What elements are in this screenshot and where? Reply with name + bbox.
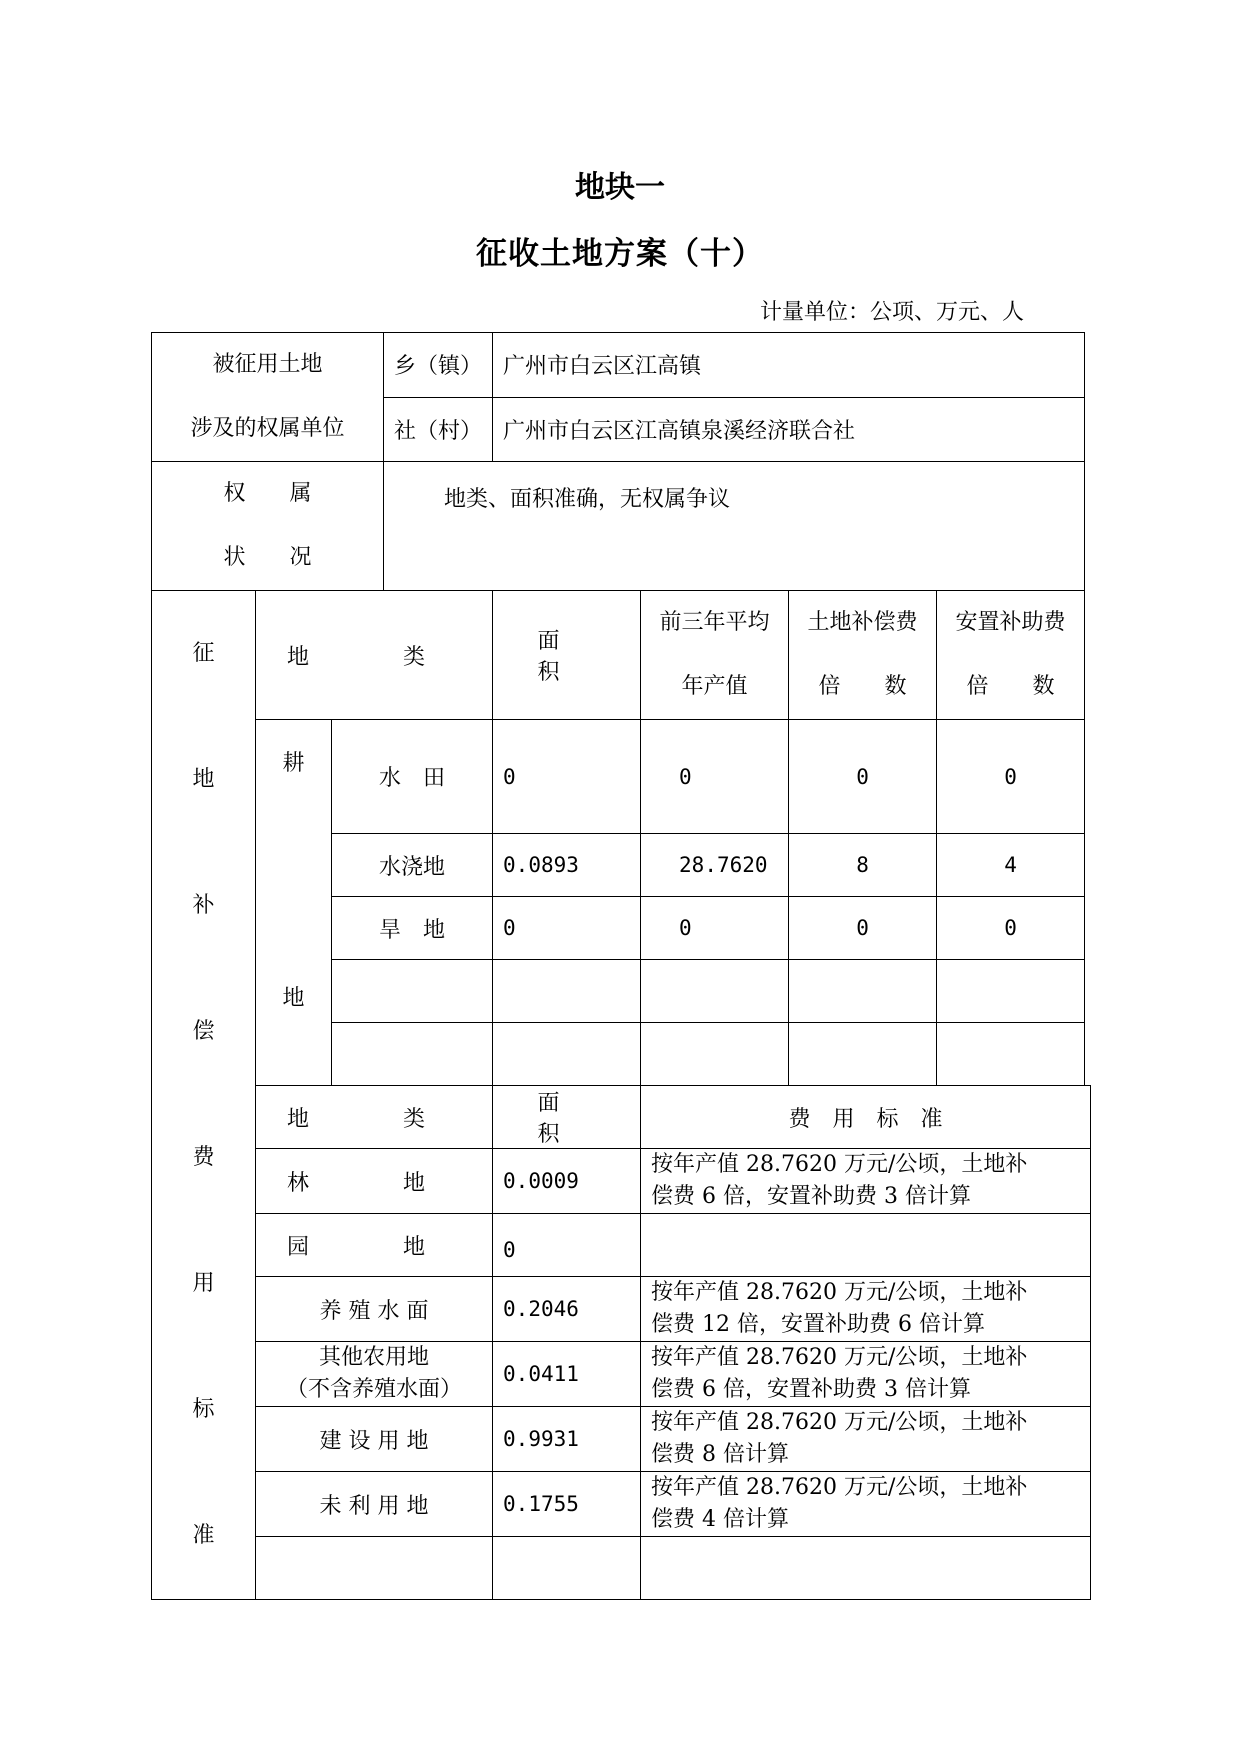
status-label: 权 属 状 况	[152, 462, 384, 591]
other-area: 0	[493, 1214, 641, 1277]
empty-cell	[332, 960, 493, 1023]
town-label: 乡（镇）	[384, 333, 493, 398]
arable-area: 0	[493, 897, 641, 960]
village-value: 广州市白云区江高镇泉溪经济联合社	[493, 397, 1085, 462]
other-type: 未 利 用 地	[256, 1472, 493, 1537]
other-header-land-type: 地 类	[256, 1086, 493, 1149]
other-standard: 按年产值 28.7620 万元/公顷，土地补 偿费 6 倍，安置补助费 3 倍计算	[641, 1342, 1091, 1407]
arable-resettle-multiple: 0	[937, 720, 1085, 834]
unit-note: 计量单位：公项、万元、人	[760, 300, 1025, 325]
other-standard: 按年产值 28.7620 万元/公顷，土地补 偿费 12 倍，安置补助费 6 倍计算	[641, 1277, 1091, 1342]
other-area: 0.0411	[493, 1342, 641, 1407]
other-standard: 按年产值 28.7620 万元/公顷，土地补 偿费 4 倍计算	[641, 1472, 1091, 1537]
header-land-type: 地 类	[256, 591, 493, 720]
empty-cell	[937, 960, 1085, 1023]
other-area: 0.1755	[493, 1472, 641, 1537]
arable-land-multiple: 0	[789, 897, 937, 960]
arable-area: 0	[493, 720, 641, 834]
header-resettle: 安置补助费 倍 数	[937, 591, 1085, 720]
empty-cell	[641, 1023, 789, 1086]
empty-cell	[789, 1023, 937, 1086]
arable-land-multiple: 0	[789, 720, 937, 834]
header-land-comp: 土地补偿费 倍 数	[789, 591, 937, 720]
other-header-area: 面 积	[493, 1086, 641, 1149]
empty-cell	[937, 1023, 1085, 1086]
other-type: 养 殖 水 面	[256, 1277, 493, 1342]
empty-cell	[493, 1023, 641, 1086]
empty-cell	[789, 960, 937, 1023]
other-standard: 按年产值 28.7620 万元/公顷，土地补 偿费 6 倍，安置补助费 3 倍计算	[641, 1149, 1091, 1214]
other-type: 其他农用地 （不含养殖水面）	[256, 1342, 493, 1407]
arable-type: 水 田	[332, 720, 493, 834]
arable-land-multiple: 8	[789, 834, 937, 897]
arable-output: 28.7620	[641, 834, 789, 897]
arable-area: 0.0893	[493, 834, 641, 897]
header-area: 面 积	[493, 591, 641, 720]
other-area: 0.2046	[493, 1277, 641, 1342]
other-standard	[641, 1214, 1091, 1277]
other-standard: 按年产值 28.7620 万元/公顷，土地补 偿费 8 倍计算	[641, 1407, 1091, 1472]
arable-label: 耕 地	[256, 720, 332, 1086]
other-area: 0.0009	[493, 1149, 641, 1214]
empty-cell	[493, 1537, 641, 1600]
empty-cell	[641, 1537, 1091, 1600]
other-type: 园 地	[256, 1214, 493, 1277]
arable-resettle-multiple: 0	[937, 897, 1085, 960]
arable-output: 0	[641, 720, 789, 834]
land-acquisition-table	[151, 332, 1091, 1600]
empty-cell	[332, 1023, 493, 1086]
arable-output: 0	[641, 897, 789, 960]
arable-type: 旱 地	[332, 897, 493, 960]
village-label: 社（村）	[384, 397, 493, 462]
status-value: 地类、面积准确，无权属争议	[384, 462, 1085, 591]
compensation-side-label: 征 地 补 偿 费 用 标 准	[152, 591, 256, 1600]
other-type: 林 地	[256, 1149, 493, 1214]
arable-type: 水浇地	[332, 834, 493, 897]
empty-cell	[493, 960, 641, 1023]
page-subtitle: 征收土地方案（十）	[476, 236, 764, 272]
other-type: 建 设 用 地	[256, 1407, 493, 1472]
empty-cell	[256, 1537, 493, 1600]
other-header-standard: 费 用 标 准	[641, 1086, 1091, 1149]
page-title: 地块一	[575, 170, 665, 205]
other-area: 0.9931	[493, 1407, 641, 1472]
ownership-label: 被征用土地 涉及的权属单位	[152, 333, 384, 462]
arable-resettle-multiple: 4	[937, 834, 1085, 897]
header-avg-output: 前三年平均 年产值	[641, 591, 789, 720]
town-value: 广州市白云区江高镇	[493, 333, 1085, 398]
empty-cell	[641, 960, 789, 1023]
